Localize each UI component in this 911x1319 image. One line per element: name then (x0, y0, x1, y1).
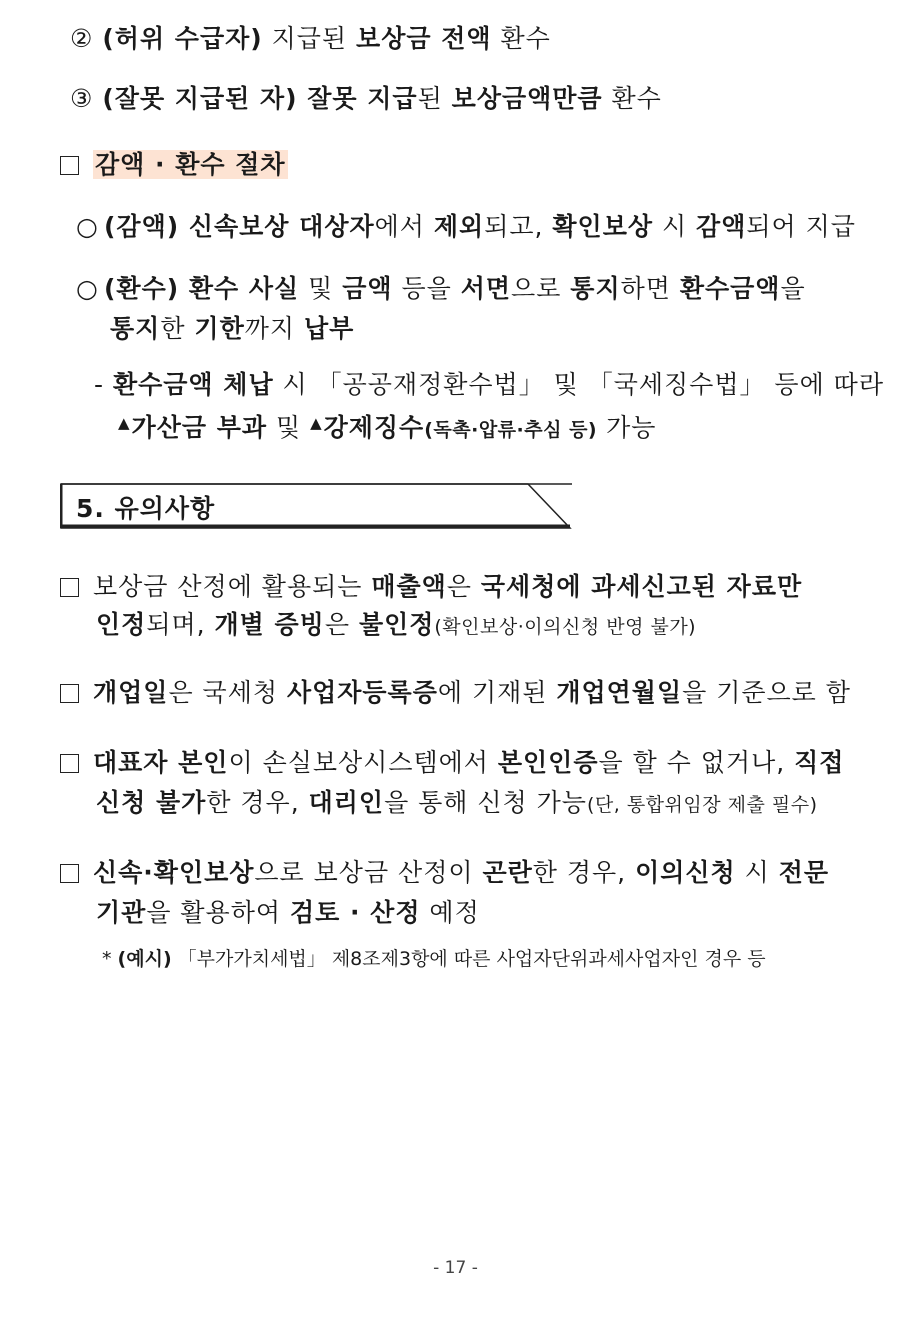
text: 보상금 산정에 활용되는 (93, 572, 372, 601)
text: 에 기재된 (437, 678, 557, 707)
text: 을 활용하여 (146, 898, 290, 927)
text: 및 (299, 274, 343, 303)
bold-text: 제외 (433, 212, 485, 241)
text: 하면 (620, 274, 680, 303)
checkbox-square-icon (60, 156, 79, 175)
refund-item-line1 (76, 272, 806, 306)
notice-3-line1 (60, 746, 844, 780)
text: 된 (417, 84, 452, 113)
text: 을 (780, 274, 806, 303)
section-title: 5. 유의사항 (76, 494, 216, 523)
procedure-title: 감액 · 환수 절차 (95, 150, 286, 179)
text: 예정 (420, 898, 480, 927)
text: 을 기준으로 함 (682, 678, 851, 707)
notice-1-line2 (96, 608, 696, 644)
bold-text: 매출액 (371, 572, 447, 601)
notice-2 (60, 676, 851, 710)
text: 되고, (484, 212, 553, 241)
text: 시 「공공재정환수법」 및 「국세징수법」 등에 따라 (273, 370, 884, 399)
bold-text: 감액 (696, 212, 747, 241)
bold-text: 통지 (110, 314, 161, 343)
notice-4-line2 (96, 896, 480, 930)
bold-text: 강제징수 (323, 413, 425, 442)
text: 을 할 수 없거나, (598, 748, 795, 777)
footnote-tag: (예시) (117, 948, 172, 970)
notice-3-line2 (96, 786, 818, 822)
bold-text: 검토 · 산정 (289, 898, 421, 927)
bold-text: 보상금 전액 (356, 24, 492, 53)
small-text: (단, 통합위임장 제출 필수) (586, 794, 818, 816)
refund-item-line2 (110, 312, 354, 346)
procedure-heading (60, 148, 288, 182)
text: 시 (653, 212, 697, 241)
reduce-item (76, 210, 856, 244)
bold-text: 확인보상 (552, 212, 653, 241)
item-tag: (환수) (104, 274, 180, 303)
notice-1-line1 (60, 570, 802, 604)
text: 환수 (602, 84, 662, 113)
text: 및 (267, 413, 311, 442)
bold-text: 직접 (794, 748, 845, 777)
bold-text: 개업일 (93, 678, 169, 707)
bold-text: 사업자등록증 (286, 678, 438, 707)
footnote (102, 944, 766, 974)
bold-text: 가산금 부과 (131, 413, 268, 442)
text: 지급된 (262, 24, 357, 53)
recovery-item-3 (70, 82, 662, 116)
bold-text: 금액 (342, 274, 393, 303)
item-tag: (잘못 지급된 자) (102, 84, 298, 113)
bold-text: 환수 사실 (179, 274, 300, 303)
text: 에서 (374, 212, 434, 241)
arrears-subitem-line1 (94, 368, 884, 402)
bold-text: 환수금액 체납 (112, 370, 274, 399)
arrears-subitem-line2 (118, 406, 656, 447)
checkbox-square-icon (60, 578, 79, 597)
triangle-icon: ▲ (310, 414, 323, 432)
dash-bullet: - (94, 370, 105, 399)
notice-4-line1 (60, 856, 829, 890)
bold-text: 기관 (96, 898, 147, 927)
text: 환수 (491, 24, 551, 53)
text: 은 (324, 610, 359, 639)
bold-text: 신속보상 대상자 (179, 212, 375, 241)
circled-number: ③ (70, 84, 94, 113)
bold-text: 국세청에 과세신고된 자료만 (480, 572, 803, 601)
text: 으로 (511, 274, 571, 303)
bold-text: 개업연월일 (556, 678, 683, 707)
bold-text: 환수금액 (679, 274, 781, 303)
bold-text: 개별 증빙 (214, 610, 325, 639)
bold-text: 잘못 지급 (297, 84, 418, 113)
text: 등을 (392, 274, 461, 303)
text: 은 (446, 572, 481, 601)
text: 까지 (244, 314, 304, 343)
text: 은 국세청 (168, 678, 287, 707)
bold-text: 본인인증 (497, 748, 599, 777)
text: 을 통해 신청 가능 (384, 788, 587, 817)
circle-bullet-icon: ○ (76, 274, 99, 303)
item-tag: (허위 수급자) (102, 24, 263, 53)
footnote-text: 「부가가치세법」 제8조제3항에 따른 사업자단위과세사업자인 경우 등 (171, 948, 766, 970)
text: 시 (735, 858, 779, 887)
bold-text: 이의신청 (635, 858, 736, 887)
item-tag: (감액) (104, 212, 180, 241)
text: 가능 (597, 413, 657, 442)
checkbox-square-icon (60, 754, 79, 773)
bold-text: 신청 불가 (96, 788, 207, 817)
bold-text: 대리인 (308, 788, 385, 817)
page-number: - 17 - (433, 1258, 478, 1278)
bold-text: 전문 (778, 858, 830, 887)
bold-text: 불인정 (358, 610, 435, 639)
section-5-header (60, 483, 572, 529)
bold-text: 납부 (303, 314, 355, 343)
recovery-item-2 (70, 22, 551, 56)
bold-text: 기한 (194, 314, 245, 343)
bold-text: 통지 (570, 274, 621, 303)
text: 한 경우, (206, 788, 309, 817)
bold-text: 서면 (460, 274, 512, 303)
text: 되어 지급 (746, 212, 856, 241)
text: 으로 보상금 산정이 (254, 858, 483, 887)
bold-text: 보상금액만큼 (451, 84, 603, 113)
triangle-icon: ▲ (118, 414, 131, 432)
text: 한 경우, (532, 858, 636, 887)
bold-text: 곤란 (482, 858, 533, 887)
bold-text: 인정 (96, 610, 147, 639)
bold-text: 대표자 본인 (93, 748, 229, 777)
text: 한 (160, 314, 195, 343)
text: 되며, (146, 610, 215, 639)
text: 이 손실보상시스템에서 (228, 748, 498, 777)
bold-small-text: (독촉·압류·추심 등) (424, 419, 598, 441)
checkbox-square-icon (60, 684, 79, 703)
asterisk: * (102, 948, 112, 970)
checkbox-square-icon (60, 864, 79, 883)
circled-number: ② (70, 24, 94, 53)
bold-text: 신속·확인보상 (93, 858, 255, 887)
circle-bullet-icon: ○ (76, 212, 99, 241)
small-text: (확인보상·이의신청 반영 불가) (434, 616, 697, 638)
